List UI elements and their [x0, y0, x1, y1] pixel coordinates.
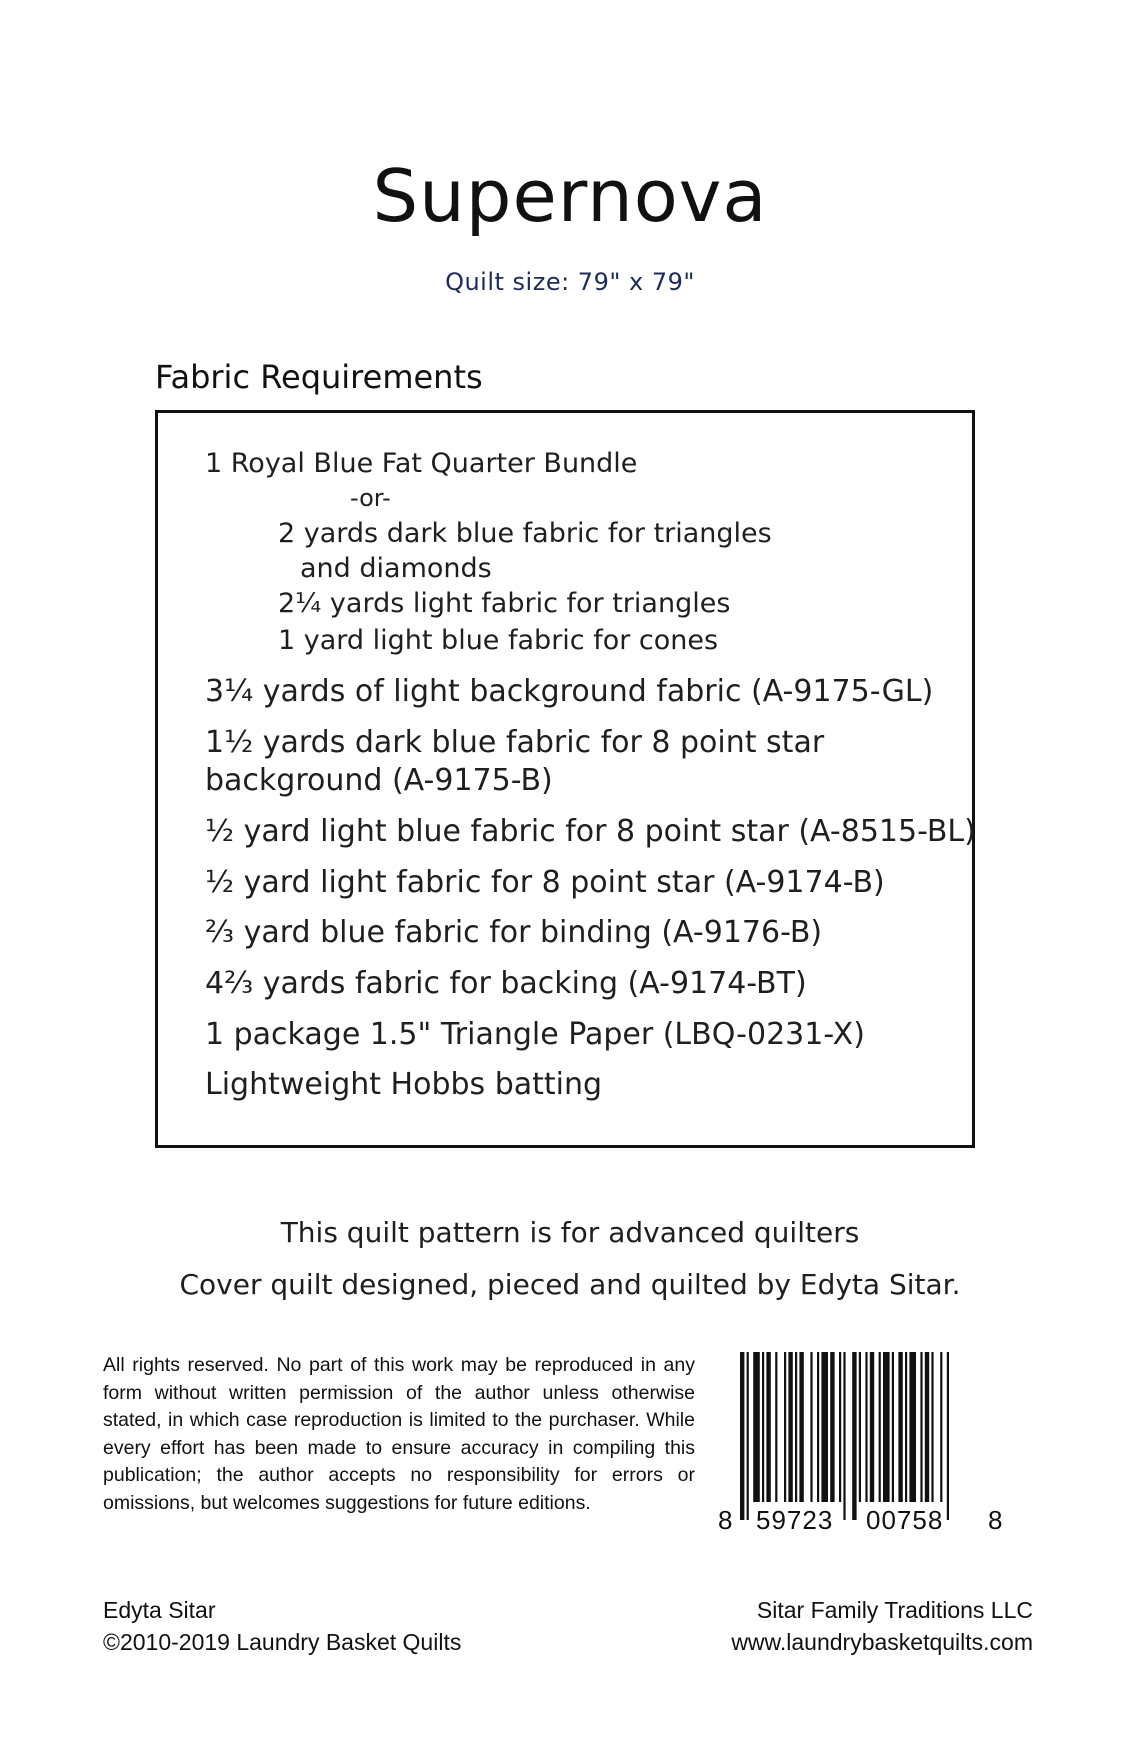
barcode-bar — [947, 1352, 949, 1520]
barcode-bar — [753, 1352, 760, 1502]
upc-barcode — [718, 1350, 1008, 1540]
barcode-bar — [839, 1352, 841, 1502]
barcode-bar — [766, 1352, 770, 1502]
requirement-item-continued: background (A-9175-B) — [205, 763, 553, 798]
barcode-check-digit: 8 — [988, 1505, 1003, 1535]
requirement-item: ½ yard light fabric for 8 point star (A-9174-B) — [205, 865, 885, 900]
barcode-bar — [870, 1352, 874, 1502]
bundle-alt-1-line-1: 2 yards dark blue fabric for triangles — [278, 518, 772, 549]
requirement-item: 1½ yards dark blue fabric for 8 point star — [205, 725, 825, 760]
barcode-bar — [892, 1352, 894, 1502]
copyright-notice: All rights reserved. No part of this work may be reproduced in any form without written permission of the author unless otherwise stated, in which case reproduction is limited to the purchaser. While every effort has been made to ensure accuracy in compiling this publication; the author accepts no responsibility for errors or omissions, but welcomes suggestions for future editions. — [103, 1354, 695, 1514]
website-link[interactable]: www.laundrybasketquilts.com — [731, 1629, 1033, 1655]
barcode-bar — [865, 1352, 867, 1502]
author-name: Edyta Sitar — [103, 1597, 216, 1623]
barcode-bar — [859, 1352, 861, 1502]
barcode-lead-digit: 8 — [718, 1505, 733, 1535]
barcode-bar — [747, 1352, 749, 1520]
barcode-bar — [775, 1352, 777, 1502]
barcode-bar — [905, 1352, 907, 1502]
barcode-bar — [762, 1352, 764, 1502]
barcode-bar — [940, 1352, 942, 1502]
copyright-years: ©2010-2019 Laundry Basket Quilts — [103, 1629, 462, 1655]
barcode-bar — [740, 1352, 744, 1520]
footer-author-block — [103, 1594, 461, 1658]
barcode-bar — [920, 1352, 922, 1502]
requirement-item: 3¼ yards of light background fabric (A-9175-GL) — [205, 674, 934, 709]
bundle-main: 1 Royal Blue Fat Quarter Bundle — [205, 448, 638, 479]
requirement-item: 1 package 1.5" Triangle Paper (LBQ-0231-X) — [205, 1017, 865, 1052]
footer-company-block — [731, 1594, 1033, 1658]
company-name: Sitar Family Traditions LLC — [756, 1597, 1033, 1623]
barcode-bar — [810, 1352, 812, 1502]
requirement-item: Lightweight Hobbs batting — [205, 1067, 603, 1102]
bundle-alt-3: 1 yard light blue fabric for cones — [278, 625, 719, 656]
barcode-bar — [830, 1352, 834, 1502]
bundle-alt-2: 2¼ yards light fabric for triangles — [278, 588, 731, 619]
barcode-bar — [925, 1352, 929, 1502]
requirement-item: ⅔ yard blue fabric for binding (A-9176-B) — [205, 915, 823, 950]
quilt-size: Quilt size: 79" x 79" — [445, 268, 695, 296]
barcode-bar — [799, 1352, 803, 1502]
barcode-bar — [821, 1352, 828, 1502]
barcode-bar — [784, 1352, 786, 1502]
requirement-item: 4⅔ yards fabric for backing (A-9174-BT) — [205, 966, 807, 1001]
barcode-bar — [852, 1352, 856, 1520]
barcode-bar — [879, 1352, 881, 1502]
skill-level-note: This quilt pattern is for advanced quilters — [280, 1216, 860, 1249]
requirement-item: ½ yard light blue fabric for 8 point star (A-8515-BL) — [205, 814, 976, 849]
bundle-or: -or- — [350, 484, 391, 512]
bundle-alt-1-line-2: and diamonds — [300, 553, 492, 584]
barcode-bar — [788, 1352, 792, 1502]
barcode-group-2: 00758 — [866, 1505, 944, 1535]
barcode-bar — [898, 1352, 902, 1502]
pattern-title: Supernova — [372, 154, 768, 238]
fabric-requirements-heading: Fabric Requirements — [155, 358, 483, 396]
barcode-group-1: 59723 — [756, 1505, 834, 1535]
barcode-bar — [909, 1352, 916, 1502]
designer-credit: Cover quilt designed, pieced and quilted by Edyta Sitar. — [179, 1268, 961, 1301]
barcode-bar — [883, 1352, 890, 1502]
barcode-bar — [843, 1352, 845, 1520]
barcode-bar — [817, 1352, 819, 1502]
barcode-bar — [931, 1352, 933, 1502]
barcode-bar — [795, 1352, 797, 1502]
